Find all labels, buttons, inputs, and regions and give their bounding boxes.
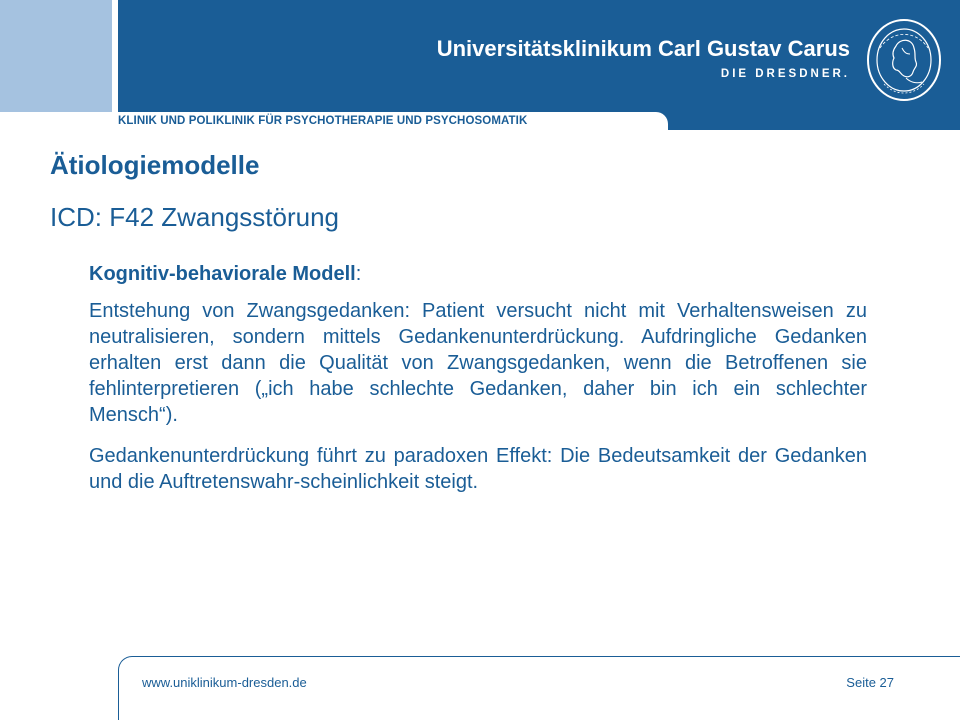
slide-title: Ätiologiemodelle — [50, 150, 260, 180]
brand-name: Universitätsklinikum Carl Gustav Carus — [436, 36, 850, 61]
model-heading-text: Kognitiv-behaviorale Modell — [89, 263, 356, 285]
paragraph-origin: Entstehung von Zwangsgedanken: Patient versucht nicht mit Verhaltensweisen zu neutralisieren, sondern mittels Gedankenunterdrückung. Aufdringliche Gedanken erhalten erst dann die Qualität von Zwangsgedanken, wenn die Betroffenen sie fehlinterpretieren („ich habe schlechte Gedanken, daher bin ich ein schlechter Mensch“). — [89, 300, 867, 426]
header-band — [118, 0, 960, 130]
header-accent-block — [0, 0, 112, 112]
model-heading-colon: : — [355, 263, 362, 285]
model-heading — [89, 260, 867, 288]
slide-header — [0, 0, 960, 130]
slide-subtitle: ICD: F42 Zwangsstörung — [50, 202, 340, 232]
page-number: Seite 27 — [846, 675, 894, 690]
university-seal-logo — [866, 18, 942, 102]
paragraph-suppression: Gedankenunterdrückung führt zu paradoxen Effekt: Die Bedeutsamkeit der Gedanken und die Auftretenswahr-scheinlichkeit steigt. — [89, 445, 867, 493]
brand-tagline: DIE DRESDNER. — [720, 68, 850, 80]
footer-url: www.uniklinikum-dresden.de — [142, 675, 307, 690]
slide-body — [89, 260, 867, 510]
clinic-name: KLINIK UND POLIKLINIK FÜR PSYCHOTHERAPIE UND PSYCHOSOMATIK — [118, 115, 528, 127]
